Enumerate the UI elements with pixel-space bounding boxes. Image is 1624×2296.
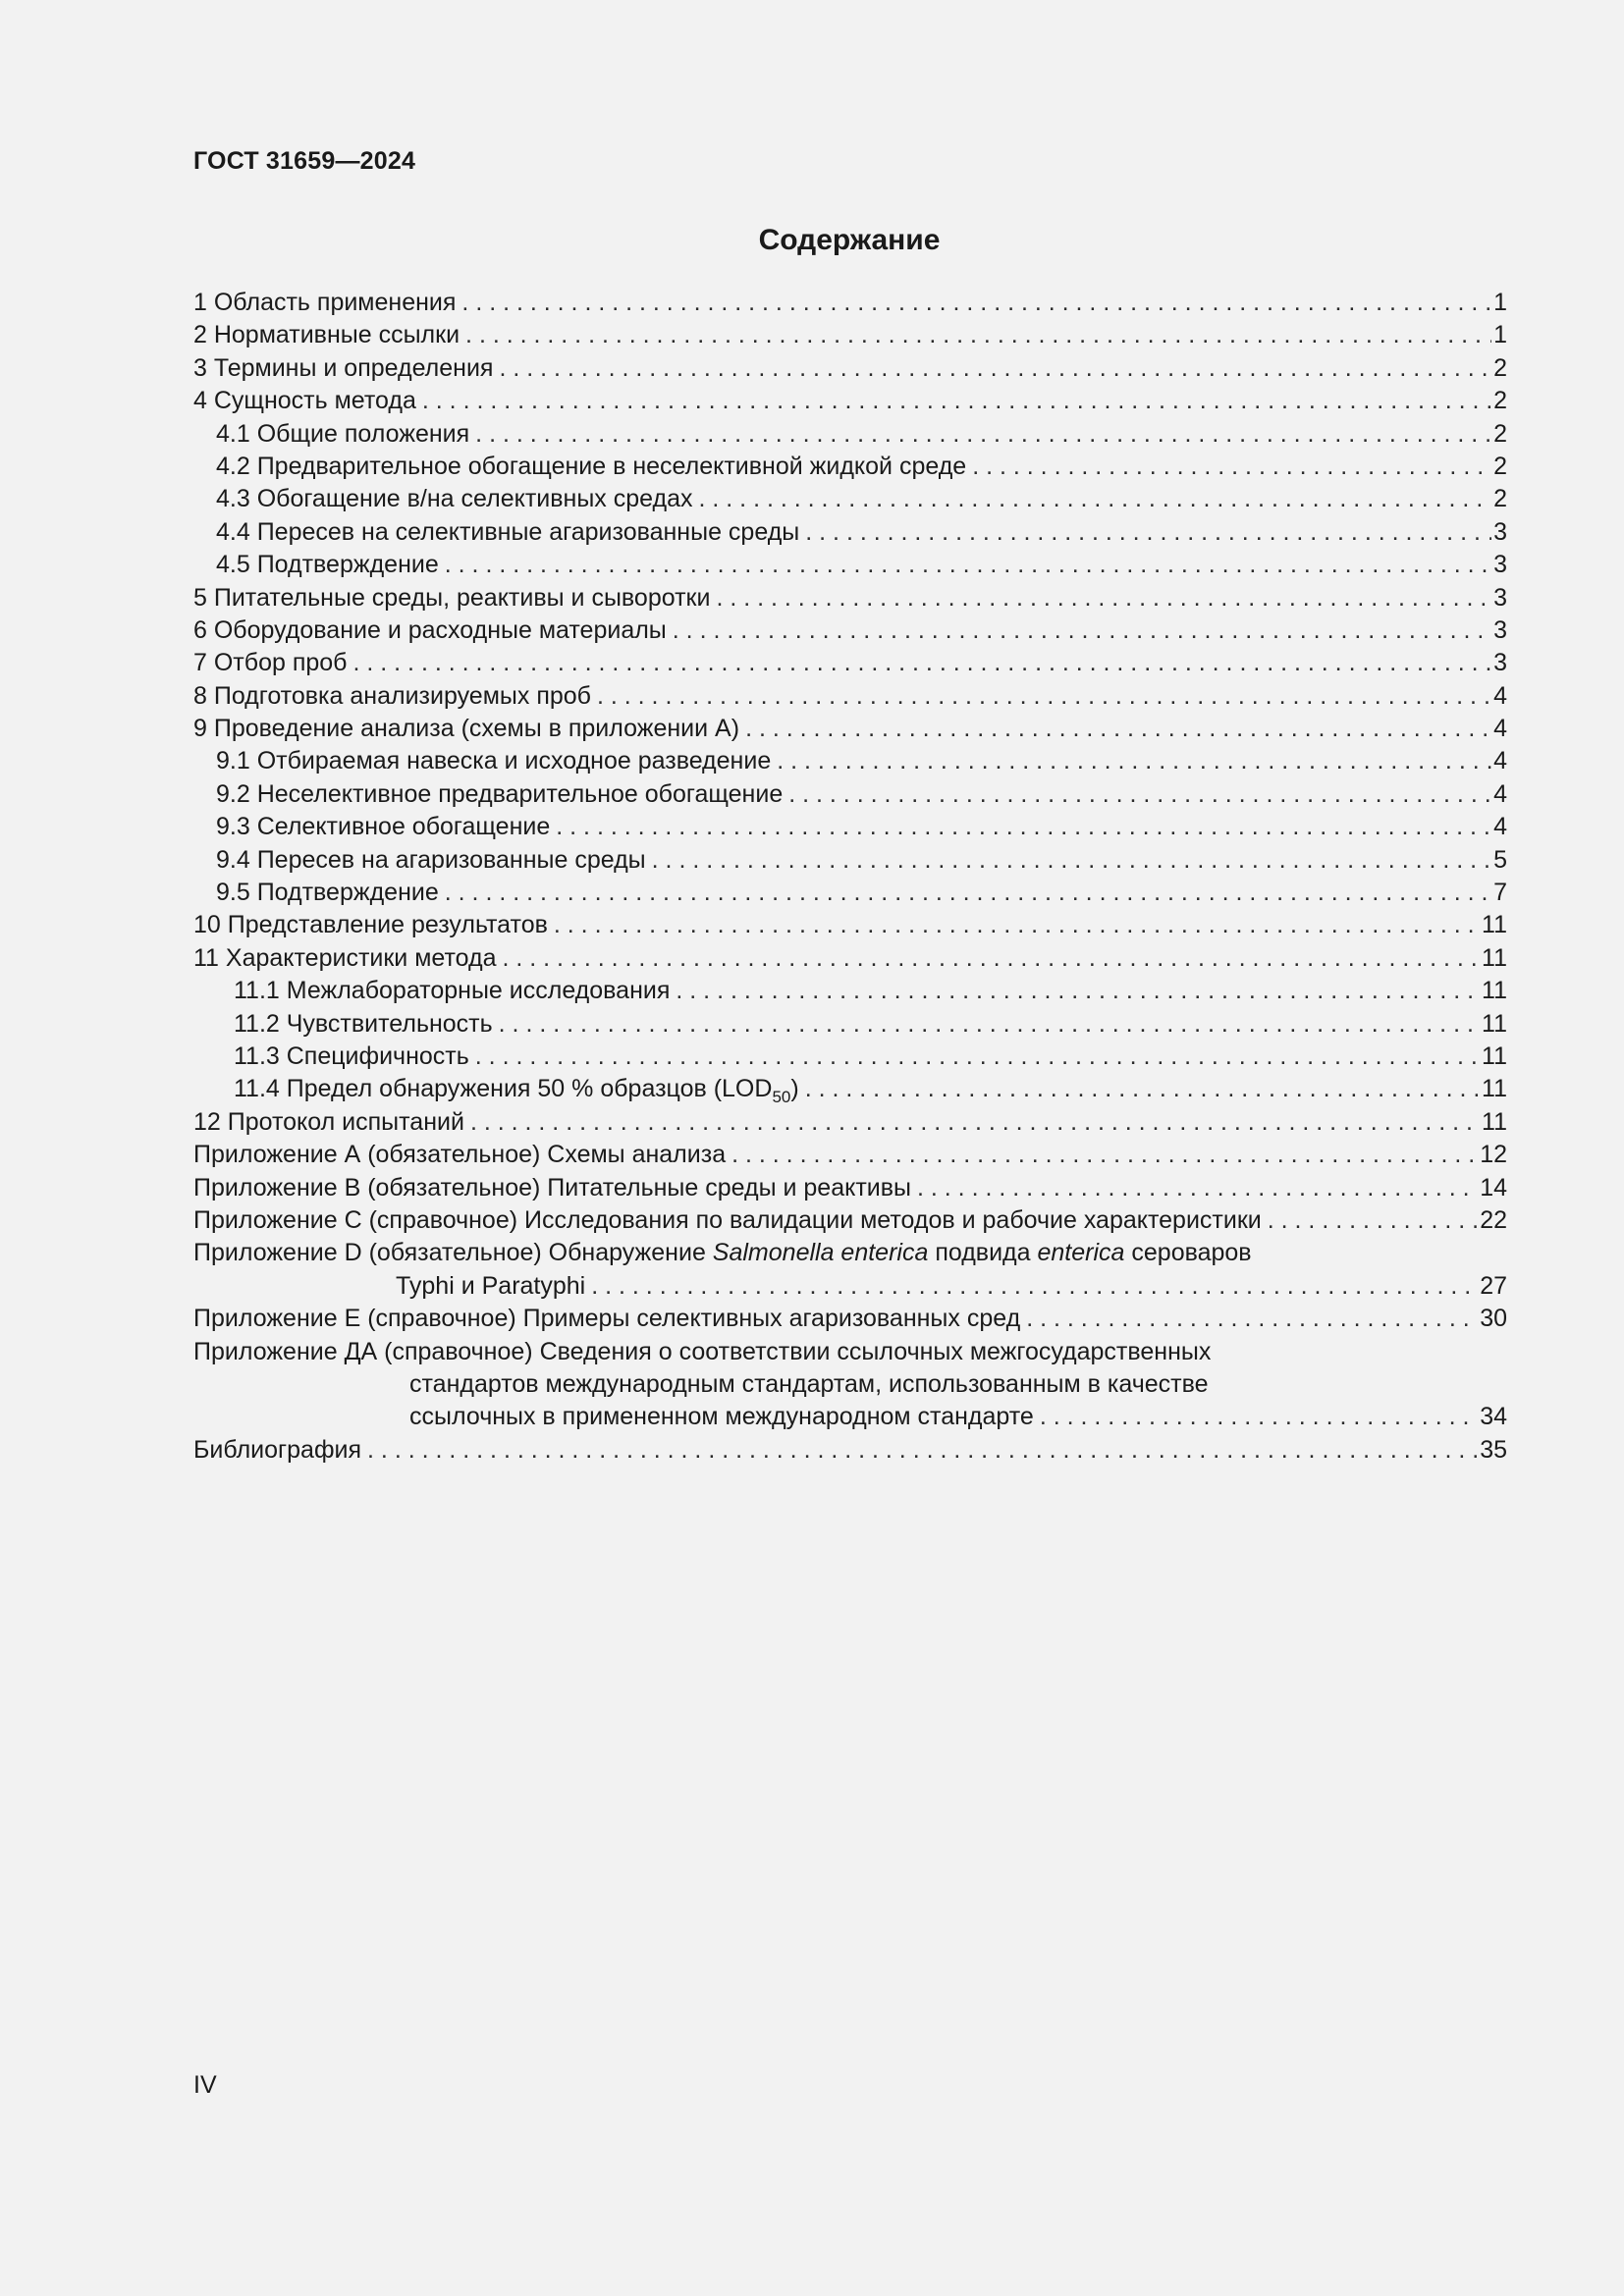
toc-entry-bibliography[interactable]: [193, 1434, 1507, 1467]
leader-dots: [475, 418, 1491, 451]
toc-entry[interactable]: [193, 549, 1507, 581]
leader-dots: [805, 516, 1491, 549]
toc-entry-text: 3 Термины и определения: [193, 353, 494, 382]
toc-page-number: 3: [1493, 517, 1507, 546]
toc-entry-label: [216, 745, 771, 777]
toc-entry[interactable]: [193, 745, 1507, 777]
toc-entry-label: [193, 909, 548, 941]
toc-title: Содержание: [758, 224, 941, 256]
toc-entry[interactable]: [193, 1073, 1507, 1105]
leader-dots: [475, 1041, 1480, 1073]
toc-entry-label: [193, 1172, 911, 1204]
toc-entry-label: Typhi и Paratyphi: [396, 1271, 586, 1300]
toc-entry-label: [216, 844, 646, 877]
toc-page-number: 4: [1493, 813, 1507, 841]
toc-entry-text: Приложение В (обязательное) Питательные среды и реактивы: [193, 1173, 911, 1201]
toc-page-number: 22: [1480, 1205, 1507, 1234]
leader-dots: [470, 1106, 1480, 1139]
toc-entry[interactable]: [193, 1106, 1507, 1139]
toc-page-number: 30: [1480, 1305, 1507, 1333]
leader-dots: [917, 1172, 1478, 1204]
leader-dots: [461, 287, 1491, 319]
toc-entry-text: 4 Сущность метода: [193, 387, 416, 415]
leader-dots: [445, 877, 1491, 909]
toc-entry[interactable]: [193, 1172, 1507, 1204]
toc-entry[interactable]: [193, 647, 1507, 679]
leader-dots: [745, 713, 1491, 745]
toc-entry[interactable]: [193, 1008, 1507, 1041]
toc-entry-text: 5 Питательные среды, реактивы и сыворотки: [193, 583, 711, 612]
toc-page-number: 7: [1493, 879, 1507, 907]
leader-dots: [676, 975, 1480, 1007]
toc-entry-label: [193, 385, 416, 417]
toc-entry-line: Приложение ДА (справочное) Сведения о соответствии ссылочных межгосударственных: [193, 1337, 1212, 1365]
leader-dots: [499, 352, 1491, 385]
toc-page-number: 4: [1493, 681, 1507, 710]
toc-entry-text: 9.3 Селективное обогащение: [216, 813, 551, 841]
toc-page-number: 5: [1493, 845, 1507, 874]
toc-page-number: 3: [1493, 649, 1507, 677]
toc-entry[interactable]: [193, 614, 1507, 647]
toc-entry-text: 4.2 Предварительное обогащение в неселективной жидкой среде: [216, 452, 967, 480]
toc-entry-label: [216, 516, 799, 549]
toc-page-number: 12: [1480, 1141, 1507, 1169]
toc-entry-label: Приложение Е (справочное) Примеры селективных агаризованных сред: [193, 1305, 1021, 1333]
toc-entry-text: 4.4 Пересев на селективные агаризованные среды: [216, 517, 800, 546]
toc-page-number: 11: [1482, 911, 1507, 939]
leader-dots: [652, 844, 1491, 877]
toc-page-number: 4: [1493, 747, 1507, 775]
toc-entry-text: 11.4 Предел обнаружения 50 % образцов (LOD: [234, 1075, 773, 1103]
toc-entry-label: [193, 942, 496, 975]
toc-entry[interactable]: [193, 287, 1507, 319]
toc-page-number: 34: [1480, 1403, 1507, 1431]
toc-entry[interactable]: [193, 942, 1507, 975]
toc-page-number: 11: [1482, 1041, 1507, 1070]
toc-page-number: 3: [1493, 583, 1507, 612]
toc-entry[interactable]: [193, 319, 1507, 351]
leader-dots: [499, 1008, 1480, 1041]
toc-entry-label: [216, 418, 469, 451]
leader-dots: [1268, 1204, 1478, 1237]
toc-entry-text: Приложение С (справочное) Исследования по валидации методов и рабочие характеристики: [193, 1205, 1262, 1234]
document-code: ГОСТ 31659—2024: [193, 147, 416, 175]
leader-dots: [445, 549, 1491, 581]
leader-dots: [777, 745, 1491, 777]
toc-page-number: 11: [1482, 1075, 1507, 1103]
leader-dots: [352, 647, 1491, 679]
toc-entry-text: 2 Нормативные ссылки: [193, 321, 460, 349]
toc-entry-text: 12 Протокол испытаний: [193, 1107, 464, 1136]
toc-entry-appendix-da[interactable]: [193, 1336, 1507, 1434]
toc-page-number: 3: [1493, 615, 1507, 644]
leader-dots: [591, 1270, 1478, 1303]
toc-entry-text: 9.2 Неселективное предварительное обогащение: [216, 779, 784, 808]
toc-page-number: 14: [1480, 1173, 1507, 1201]
toc-entry-text: 11.1 Межлабораторные исследования: [234, 977, 671, 1005]
toc-entry-label: [216, 451, 966, 483]
toc-entry-label: ссылочных в примененном международном стандарте: [409, 1403, 1034, 1431]
table-of-contents: [193, 287, 1507, 1467]
toc-entry-label: [234, 1008, 493, 1041]
toc-entry[interactable]: [193, 451, 1507, 483]
toc-entry-label: Приложение D (обязательное) Обнаружение: [193, 1239, 713, 1267]
toc-entry-text: 1 Область применения: [193, 289, 457, 316]
toc-entry[interactable]: [193, 418, 1507, 451]
leader-dots: [805, 1073, 1480, 1105]
leader-dots: [1040, 1401, 1478, 1433]
toc-entry-label: [193, 287, 456, 319]
toc-entry-label: [193, 713, 739, 745]
toc-entry-label: [193, 352, 493, 385]
leader-dots: [716, 582, 1491, 614]
toc-entry-label: [234, 1041, 469, 1073]
toc-entry-text: 6 Оборудование и расходные материалы: [193, 615, 667, 644]
toc-entry[interactable]: [193, 352, 1507, 385]
toc-entry[interactable]: [193, 909, 1507, 941]
toc-entry[interactable]: [193, 778, 1507, 811]
leader-dots: [597, 680, 1491, 713]
toc-page-number: 11: [1482, 943, 1507, 972]
toc-page-number: 27: [1480, 1271, 1507, 1300]
toc-entry-text: 8 Подготовка анализируемых проб: [193, 681, 591, 710]
toc-entry-label: [193, 647, 347, 679]
leader-dots: [556, 811, 1491, 843]
toc-entry-text: 9.4 Пересев на агаризованные среды: [216, 845, 646, 874]
leader-dots: [502, 942, 1480, 975]
toc-entry-appendix-e[interactable]: [193, 1303, 1507, 1335]
toc-page-number: 2: [1493, 485, 1507, 513]
toc-entry-label: подвида: [928, 1239, 1038, 1267]
toc-entry[interactable]: [193, 516, 1507, 549]
toc-page-number: 11: [1482, 977, 1507, 1005]
toc-entry[interactable]: [193, 1041, 1507, 1073]
leader-dots: [731, 1139, 1478, 1171]
toc-entry-text: ): [790, 1075, 799, 1103]
toc-entry-label: [193, 582, 710, 614]
toc-page-number: 4: [1493, 715, 1507, 743]
leader-dots: [673, 614, 1491, 647]
toc-entry-label: [193, 1106, 464, 1139]
toc-entry-appendix-d[interactable]: [193, 1237, 1507, 1303]
leader-dots: [699, 483, 1492, 515]
toc-entry[interactable]: [193, 1139, 1507, 1171]
toc-entry-label: [193, 319, 460, 351]
toc-entry-text: Приложение А (обязательное) Схемы анализа: [193, 1141, 727, 1169]
toc-entry-text: 7 Отбор проб: [193, 649, 348, 677]
toc-page-number: 2: [1493, 452, 1507, 480]
toc-page-number: 11: [1482, 1107, 1507, 1136]
toc-entry-text: 4.5 Подтверждение: [216, 551, 439, 579]
toc-entry-label: [216, 877, 439, 909]
toc-page-number: 2: [1493, 387, 1507, 415]
toc-page-number: 3: [1493, 551, 1507, 579]
toc-page-number: 1: [1493, 321, 1507, 349]
toc-entry[interactable]: [193, 975, 1507, 1007]
toc-entry-text: 4.1 Общие положения: [216, 419, 470, 448]
toc-entry-label: [193, 1204, 1262, 1237]
toc-entry[interactable]: [193, 680, 1507, 713]
toc-entry-text: 9.1 Отбираемая навеска и исходное разведение: [216, 747, 772, 775]
toc-page-number: 2: [1493, 419, 1507, 448]
toc-entry-italic: enterica: [1037, 1239, 1125, 1267]
toc-entry[interactable]: [193, 582, 1507, 614]
toc-entry[interactable]: [193, 385, 1507, 417]
toc-entry-text: 11.2 Чувствительность: [234, 1009, 493, 1038]
toc-entry-text: 9.5 Подтверждение: [216, 879, 439, 907]
toc-page-number: 35: [1480, 1435, 1507, 1464]
toc-entry[interactable]: [193, 483, 1507, 515]
toc-entry-text: 11 Характеристики метода: [193, 943, 497, 972]
toc-entry-line: [193, 1237, 1507, 1269]
toc-entry-text: 11.3 Специфичность: [234, 1041, 469, 1070]
toc-entry[interactable]: [193, 844, 1507, 877]
toc-entry[interactable]: [193, 877, 1507, 909]
toc-entry-label: [193, 1139, 726, 1171]
leader-dots: [554, 909, 1480, 941]
toc-entry-label: [216, 778, 783, 811]
leader-dots: [367, 1434, 1478, 1467]
leader-dots: [972, 451, 1491, 483]
toc-entry-label: Библиография: [193, 1435, 362, 1464]
toc-page-number: 11: [1482, 1009, 1507, 1038]
toc-entry-label: [193, 614, 667, 647]
toc-entry-label: [193, 680, 591, 713]
page-folio: IV: [193, 2071, 217, 2099]
toc-entry-line: [193, 1401, 1507, 1433]
toc-entry-subscript: 50: [772, 1088, 791, 1107]
toc-entry[interactable]: [193, 1204, 1507, 1237]
toc-entry-italic: Salmonella enterica: [712, 1239, 929, 1267]
toc-entry[interactable]: [193, 811, 1507, 843]
toc-entry-text: 9 Проведение анализа (схемы в приложении А): [193, 715, 740, 743]
toc-entry-label: [216, 549, 439, 581]
toc-page-number: 1: [1493, 289, 1507, 316]
toc-page-number: 4: [1493, 779, 1507, 808]
leader-dots: [422, 385, 1491, 417]
toc-entry-text: 10 Представление результатов: [193, 911, 548, 939]
toc-entry-line: стандартов международным стандартам, использованным в качестве: [409, 1369, 1209, 1398]
toc-entry-text: 4.3 Обогащение в/на селективных средах: [216, 485, 693, 513]
leader-dots: [1026, 1303, 1478, 1335]
toc-entry-label: [216, 811, 550, 843]
toc-page-number: 2: [1493, 353, 1507, 382]
toc-entry-label: [216, 483, 693, 515]
leader-dots: [788, 778, 1491, 811]
toc-entry[interactable]: [193, 713, 1507, 745]
toc-entry-label: [234, 975, 670, 1007]
leader-dots: [465, 319, 1491, 351]
toc-entry-line: [193, 1270, 1507, 1303]
toc-entry-label: сероваров: [1124, 1239, 1252, 1267]
